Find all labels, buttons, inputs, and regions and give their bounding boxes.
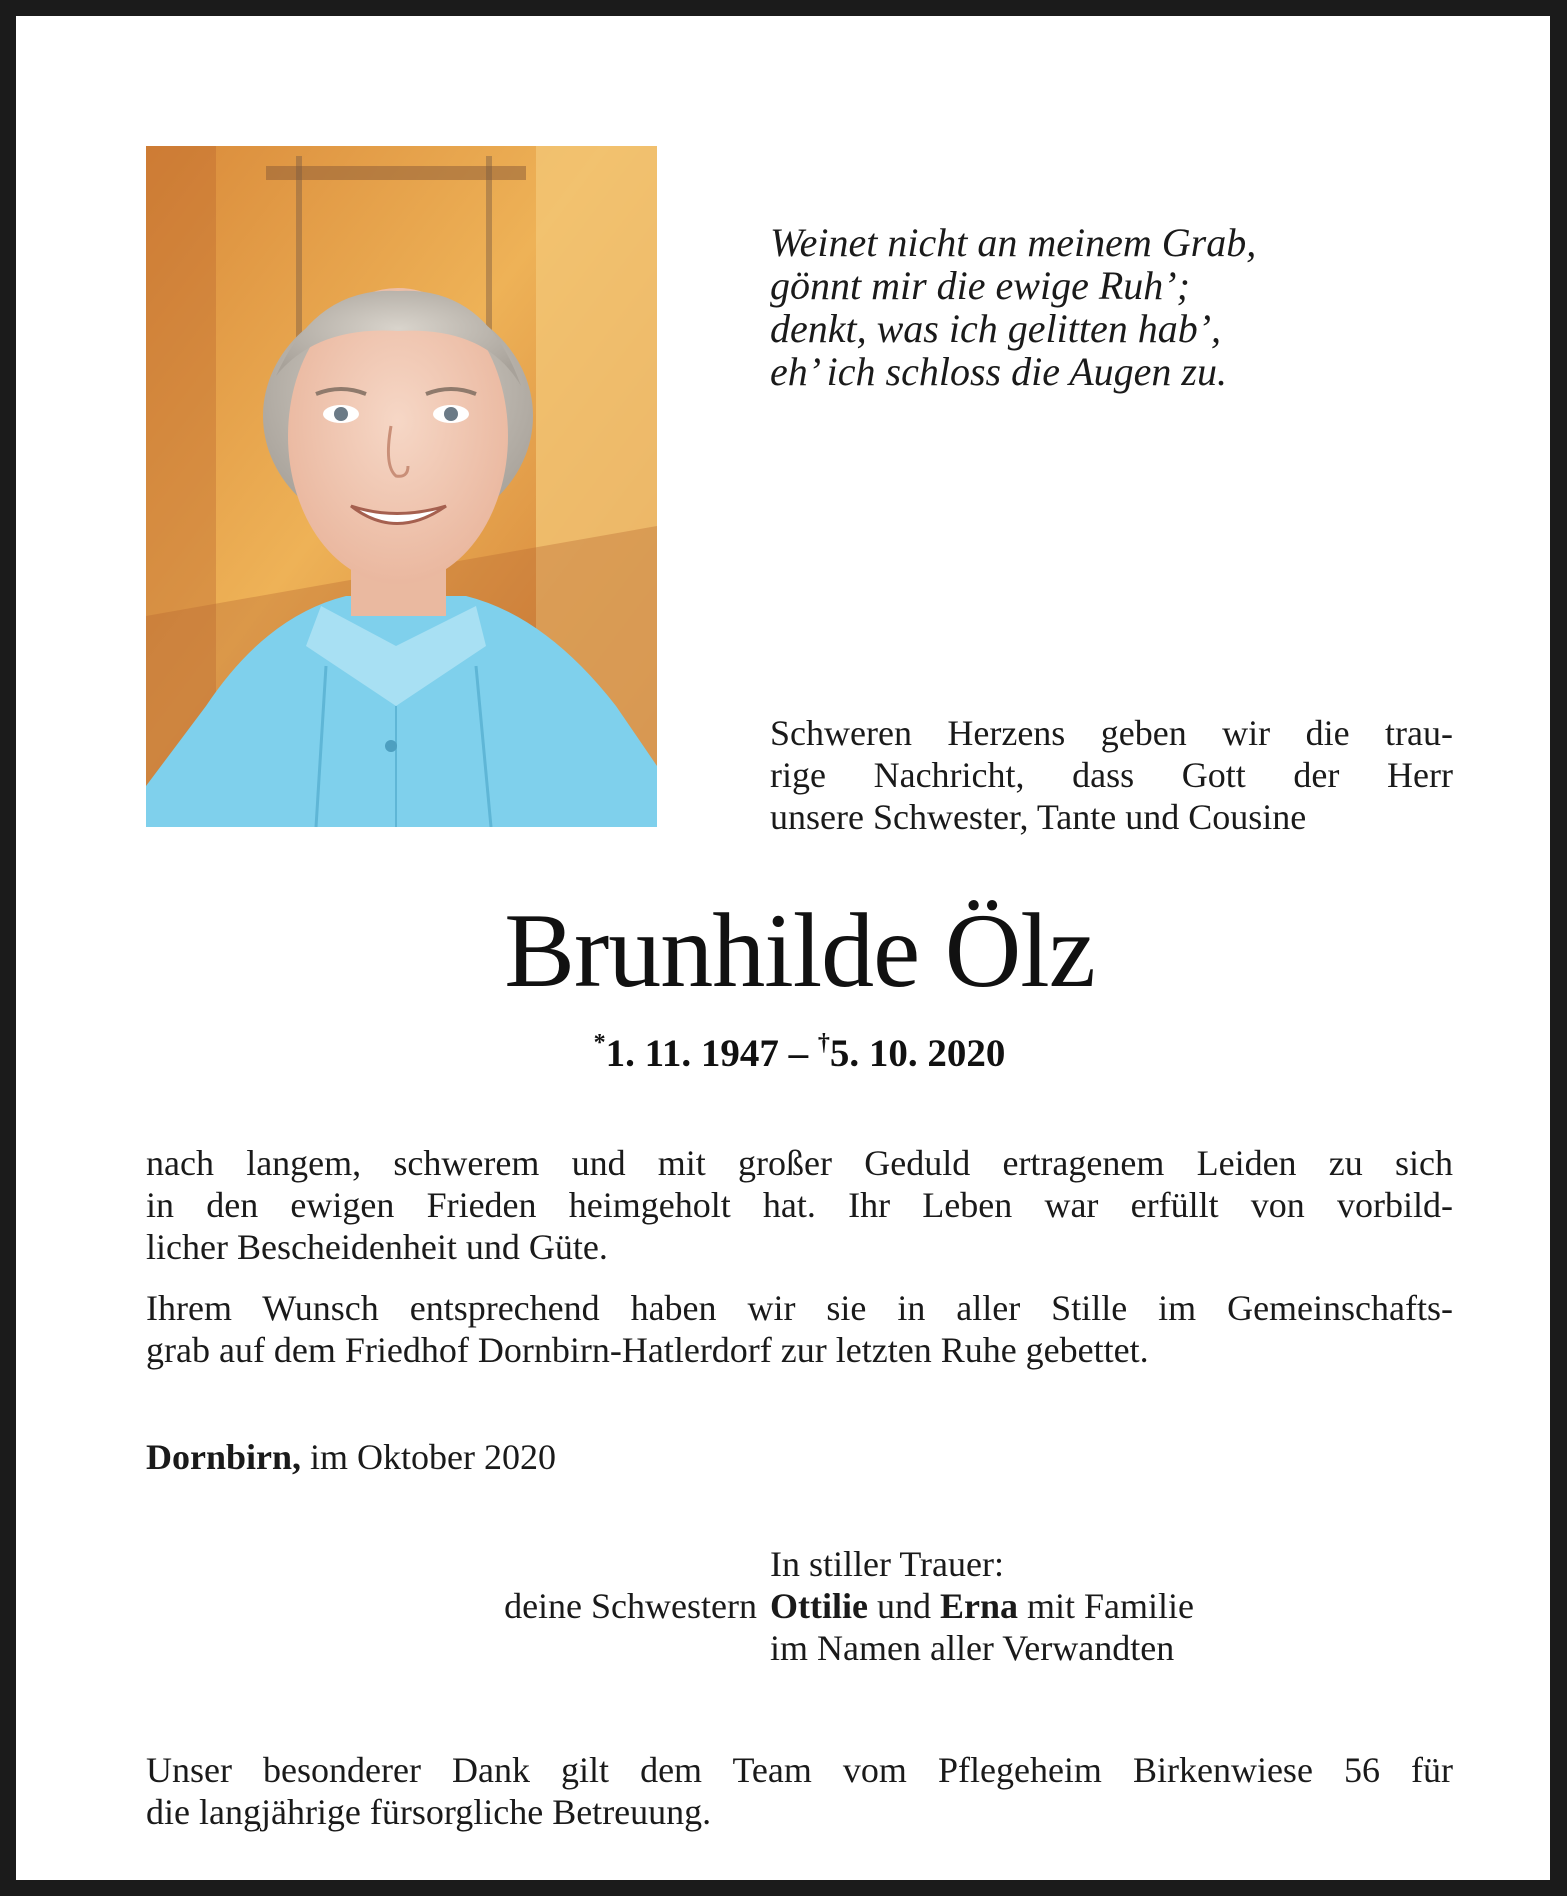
mourners-sisters bbox=[770, 1585, 1194, 1627]
place-and-date bbox=[146, 1436, 556, 1478]
mourners-suffix: mit Familie bbox=[1017, 1586, 1194, 1626]
birth-date: 1. 11. 1947 bbox=[605, 1032, 779, 1075]
mourners-prefix: deine Schwestern bbox=[504, 1586, 757, 1626]
place-city: Dornbirn, bbox=[146, 1437, 302, 1477]
life-dates bbox=[16, 1031, 1567, 1077]
body-paragraph-1 bbox=[146, 1142, 1453, 1268]
portrait-photo bbox=[146, 146, 657, 827]
mourners-block bbox=[16, 1543, 1567, 1669]
body-line: nach langem, schwerem und mit großer Geduld ertragenem Leiden zu sich bbox=[146, 1143, 1453, 1183]
body-line: Ihrem Wunsch entsprechend haben wir sie in aller Stille im Gemeinschafts- bbox=[146, 1288, 1453, 1328]
poem-line: eh’ ich schloss die Augen zu. bbox=[770, 349, 1227, 394]
poem-line: gönnt mir die ewige Ruh’; bbox=[770, 263, 1190, 308]
place-date: im Oktober 2020 bbox=[301, 1437, 557, 1477]
intro-line: unsere Schwester, Tante und Cousine bbox=[770, 797, 1307, 837]
mourners-heading: In stiller Trauer: bbox=[770, 1544, 1004, 1584]
thanks-note bbox=[146, 1749, 1453, 1833]
thanks-line: Unser besonderer Dank gilt dem Team vom Pflegeheim Birkenwiese 56 für bbox=[146, 1750, 1453, 1790]
death-symbol: † bbox=[817, 1030, 830, 1056]
date-separator: – bbox=[778, 1032, 818, 1075]
body-paragraph-2 bbox=[146, 1287, 1453, 1371]
intro-line: Schweren Herzens geben wir die trau- bbox=[770, 713, 1453, 753]
poem-verse bbox=[770, 221, 1256, 393]
body-line: in den ewigen Frieden heimgeholt hat. Ihr Leben war erfüllt von vorbild- bbox=[146, 1185, 1453, 1225]
sister-name: Ottilie bbox=[770, 1586, 868, 1626]
announcement-intro bbox=[770, 712, 1453, 838]
poem-line: Weinet nicht an meinem Grab, bbox=[770, 220, 1257, 265]
mourners-and: und bbox=[867, 1586, 940, 1626]
body-line: grab auf dem Friedhof Dornbirn-Hatlerdorf zur letzten Ruhe gebettet. bbox=[146, 1330, 1149, 1370]
sister-name: Erna bbox=[939, 1586, 1018, 1626]
death-date: 5. 10. 2020 bbox=[829, 1032, 1006, 1075]
intro-line: rige Nachricht, dass Gott der Herr bbox=[770, 755, 1453, 795]
poem-line: denkt, was ich gelitten hab’, bbox=[770, 306, 1222, 351]
birth-symbol: * bbox=[593, 1030, 606, 1056]
body-line: licher Bescheidenheit und Güte. bbox=[146, 1227, 608, 1267]
thanks-line: die langjährige fürsorgliche Betreuung. bbox=[146, 1792, 712, 1832]
mourners-relatives: im Namen aller Verwandten bbox=[770, 1628, 1175, 1668]
deceased-name: Brunhilde Ölz bbox=[504, 892, 1095, 1009]
